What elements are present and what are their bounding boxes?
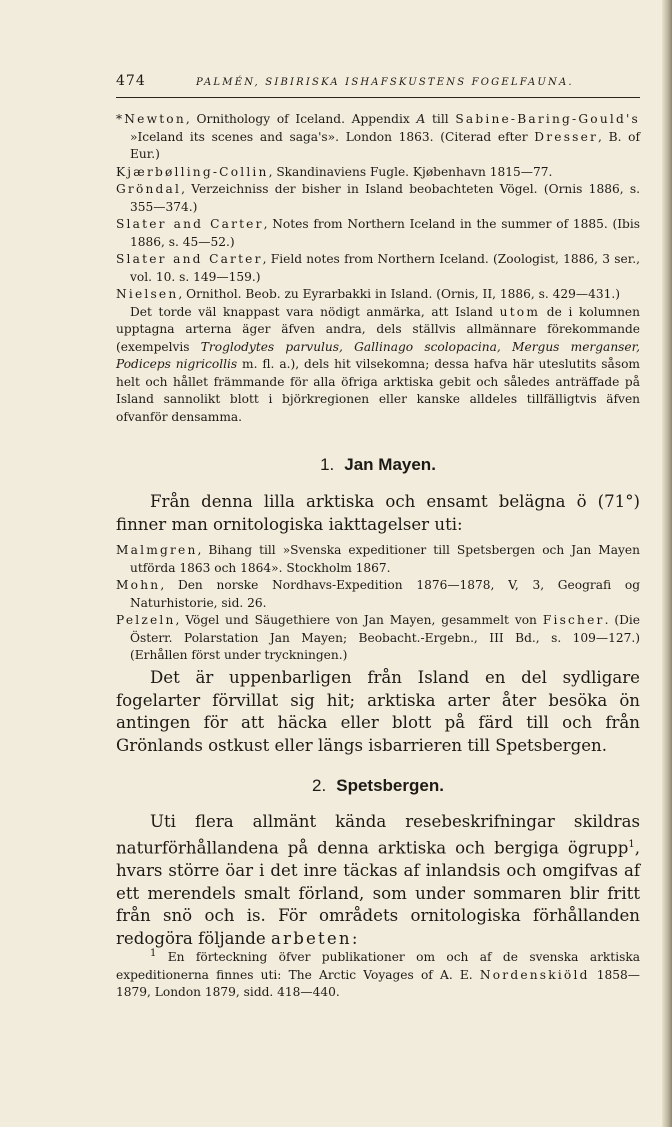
page-edge-shadow — [662, 0, 672, 1127]
footnote: $^1$ En förteckning öfver publikationer om och af de svenska arktiska expeditionerna finnes uti: The Arctic Voyages of A. E. Nordenskiöld 1858—1879, London 1879, sidd. 418—440. — [116, 948, 640, 1000]
running-title: PALMÉN, SIBIRISKA ISHAFSKUSTENS FOGELFAUNA. — [196, 77, 574, 88]
reference-item: Mohn, Den norske Nordhavs-Expedition 1876—1878, V, 3, Geografi og Naturhistorie, sid. 26. — [116, 578, 640, 610]
footnote-number: 1 — [150, 948, 157, 959]
iceland-references — [116, 111, 640, 426]
page-header — [116, 73, 640, 98]
reference-item: Slater and Carter, Field notes from Northern Iceland. (Zoologist, 1886, 3 ser., vol. 10. s. 149—159.) — [116, 252, 640, 284]
section-paragraph: Det är uppenbarligen från Island en del sydligare fogelarter förvillat sig hit; arktiska arter åter besöka ön antingen för att häcka eller blott på färd till och från Grönlands ostkust eller längs isbarrieren till Spetsbergen. — [116, 667, 640, 756]
reference-item: *Newton, Ornithology of Iceland. Appendix A till Sabine-Baring-Gould's »Iceland its scenes and saga's». London 1863. (Citerad efter Dresser, B. of Eur.) — [116, 112, 640, 161]
section-heading: 2. Spetsbergen. — [312, 776, 444, 795]
reference-item: Malmgren, Bihang till »Svenska expeditioner till Spetsbergen och Jan Mayen utförda 1863 och 1864». Stockholm 1867. — [116, 543, 640, 575]
jan-mayen-references — [116, 542, 640, 665]
reference-item: Gröndal, Verzeichniss der bisher in Island beobachteten Vögel. (Ornis 1886, s. 355—374.) — [116, 182, 640, 214]
section-jan-mayen — [116, 455, 640, 758]
reference-item: Slater and Carter, Notes from Northern Iceland in the summer of 1885. (Ibis 1886, s. 45—52.) — [116, 217, 640, 249]
page-number: 474 — [116, 73, 146, 89]
footnote-marker: 1 — [628, 838, 635, 850]
reference-item: Kjærbølling-Collin, Skandinaviens Fugle. Kjøbenhavn 1815—77. — [116, 164, 553, 179]
section-paragraph: Uti flera allmänt kända resebeskrifningar skildras naturförhållandena på denna arktiska och bergiga ögrupp$^1$, hvars större öar i det inre täckas af inlandsis och omgifvas af ett merendels smalt förland, som under sommaren blir fritt från snö och is. För områdets ornitologiska förhållanden redogöra följande arbeten: — [116, 812, 640, 949]
section-heading: 1. Jan Mayen. — [320, 455, 436, 474]
section-intro: Från denna lilla arktiska och ensamt belägna ö (71°) finner man ornitologiska iakttagelser uti: — [116, 492, 640, 534]
iceland-paragraph: Det torde väl knappast vara nödigt anmärka, att Island utom de i kolumnen upptagna arterna äger äfven andra, dels ställvis allmännare förekommande (exempelvis Troglodytes parvulus, Gallinago scolopacina, Mergus merganser, Podiceps nigricollis m. fl. a.), dels hit vilsekomna; dessa hafva här uteslutits såsom helt och hållet främmande för alla öfriga arktiska gebit och således anträffade på Island sannolikt blott i björkregionen eller kanske alldeles tillfälligtvis äfven ofvanför densamma. — [116, 304, 640, 424]
section-spetsbergen — [116, 776, 640, 951]
reference-item: Pelzeln, Vögel und Säugethiere von Jan Mayen, gesammelt von Fischer. (Die Österr. Polarstation Jan Mayen; Beobacht.-Ergebn., III Bd., s. 109—127.) (Erhållen först under tryckningen.) — [116, 613, 640, 663]
reference-item: Nielsen, Ornithol. Beob. zu Eyrarbakki in Island. (Ornis, II, 1886, s. 429—431.) — [116, 287, 621, 301]
